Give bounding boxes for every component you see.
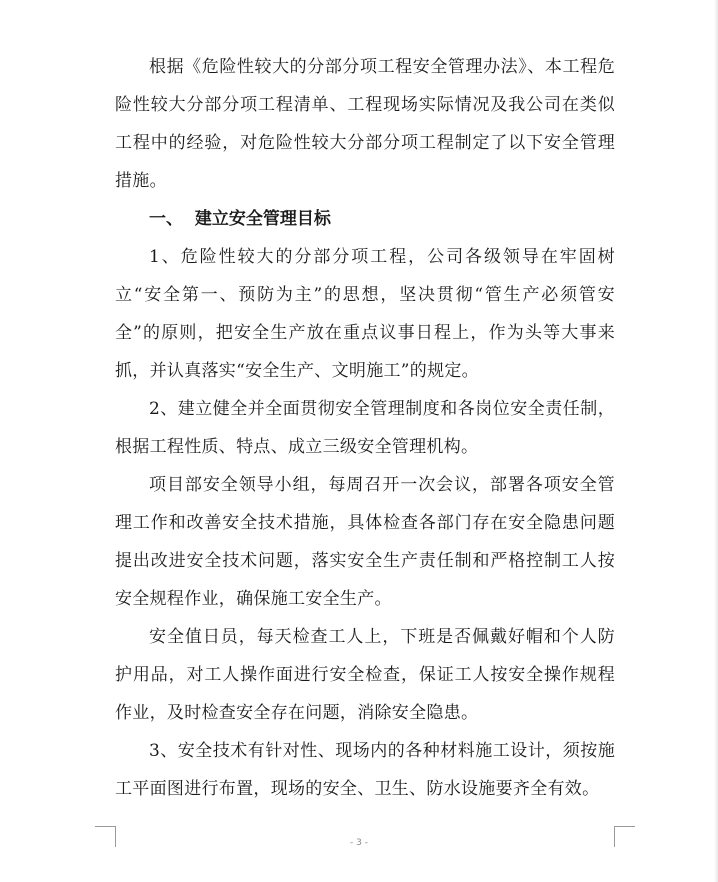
duty-officer-paragraph: 安全值日员，每天检查工人上，下班是否佩戴好帽和个人防护用品，对工人操作面进行安全检查，保证工人按安全操作规程作业，及时检查安全存在问题，消除安全隐患。 [115,627,615,723]
intro-paragraph: 根据《危险性较大的分部分项工程安全管理办法》、本工程危险性较大分部分项工程清单、工程现场实际情况及我公司在类似工程中的经验，对危险性较大分部分项工程制定了以下安全管理措施。 [115,57,615,191]
section-heading: 一、 建立安全管理目标 [149,209,331,229]
item-2-paragraph: 2、建立健全并全面贯彻安全管理制度和各岗位安全责任制，根据工程性质、特点、成立三级安全管理机构。 [115,399,615,457]
page-edge-shadow [714,0,718,882]
item-3-paragraph: 3、安全技术有针对性、现场内的各种材料施工设计，须按施工平面图进行布置，现场的安全、卫生、防水设施要齐全有效。 [115,741,615,799]
document-body [115,48,615,808]
page-number: - 3 - [350,838,368,848]
project-group-paragraph: 项目部安全领导小组，每周召开一次会议，部署各项安全管理工作和改善安全技术措施，具体检查各部门存在安全隐患问题提出改进安全技术问题，落实安全生产责任制和严格控制工人按安全规程作业，确保施工安全生产。 [115,475,615,609]
item-1-paragraph: 1、危险性较大的分部分项工程，公司各级领导在牢固树立“安全第一、预防为主”的思想，坚决贯彻“管生产必须管安全”的原则，把安全生产放在重点议事日程上，作为头等大事来抓，并认真落实“安全生产、文明施工”的规定。 [115,247,615,381]
